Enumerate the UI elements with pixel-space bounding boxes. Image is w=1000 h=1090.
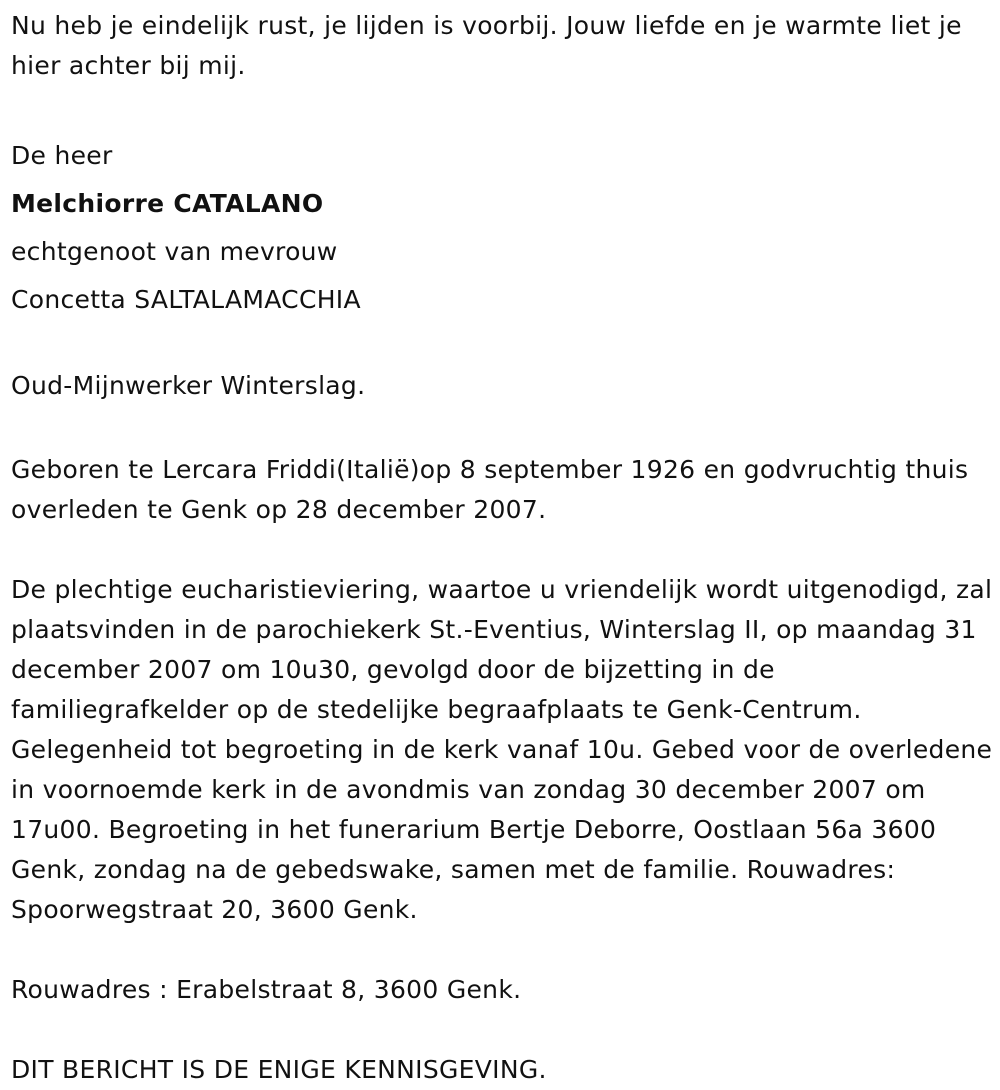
mourning-address: Rouwadres : Erabelstraat 8, 3600 Genk.: [11, 975, 522, 1004]
ceremony-text: De plechtige eucharistieviering, waartoe u vriendelijk wordt uitgenodigd, zal plaatsvinden in de parochiekerk St.-Eventius, Winterslag II, op maandag 31 december 2007 om 10u30, gevolgd door de bijzetting in de familiegrafkelder op de stedelijke begraafplaats te Genk-Centrum. Gelegenheid tot begroeting in de kerk vanaf 10u. Gebed voor de overledene in voornoemde kerk in de avondmis van zondag 30 december 2007 om 17u00. Begroeting in het funerarium Bertje Deborre, Oostlaan 56a 3600 Genk, zondag na de gebedswake, samen met de familie. Rouwadres: Spoorwegstraat 20, 3600 Genk.: [11, 575, 993, 924]
funeral-notice: [11, 0, 996, 1090]
birth-death-text: Geboren te Lercara Friddi(Italië)op 8 september 1926 en godvruchtig thuis overleden te Genk op 28 december 2007.: [11, 455, 969, 524]
relation-text: echtgenoot van mevrouw: [11, 237, 338, 266]
deceased-name: Melchiorre CATALANO: [11, 189, 324, 218]
deceased-title: De heer: [11, 141, 113, 170]
spouse-name: Concetta SALTALAMACCHIA: [11, 285, 361, 314]
occupation-text: Oud-Mijnwerker Winterslag.: [11, 371, 366, 400]
intro-text: Nu heb je eindelijk rust, je lijden is voorbij. Jouw liefde en je warmte liet je hier achter bij mij.: [11, 11, 962, 80]
closing-notice: DIT BERICHT IS DE ENIGE KENNISGEVING.: [11, 1055, 547, 1084]
